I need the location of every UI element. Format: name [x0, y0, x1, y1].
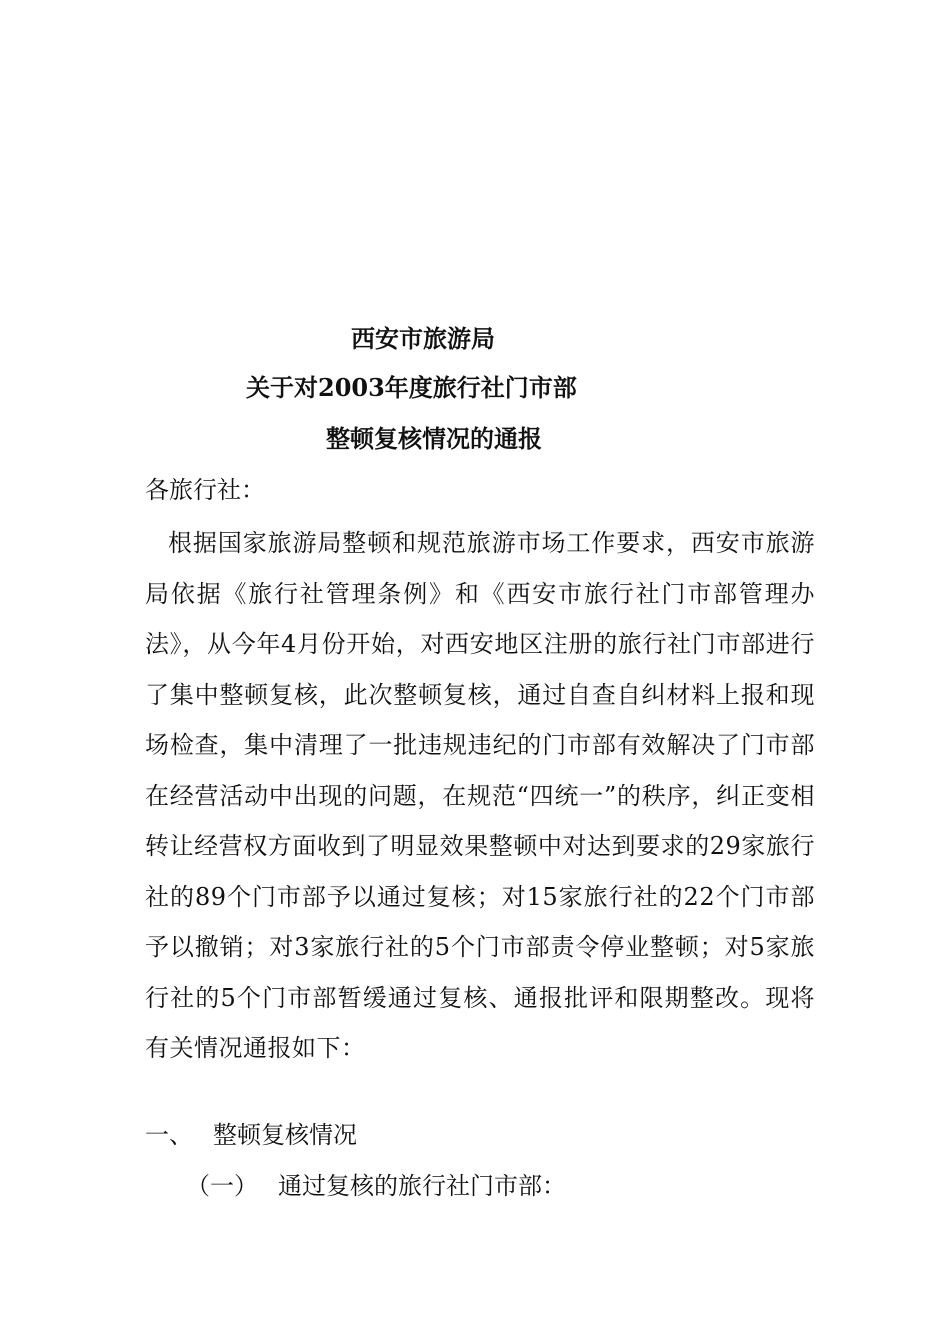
subsection-number: （一） [186, 1172, 258, 1200]
document-title-line-2: 关于对2003年度旅行社门市部 [246, 373, 577, 402]
subsection-heading-1 [186, 1169, 566, 1203]
subsection-title: 通过复核的旅行社门市部： [278, 1172, 566, 1200]
issuer-title: 西安市旅游局 [351, 324, 495, 353]
section-number: 一、 [145, 1121, 193, 1149]
section-heading-1 [145, 1118, 357, 1152]
salutation: 各旅行社： [145, 476, 265, 504]
section-title: 整顿复核情况 [213, 1121, 357, 1149]
document-title-line-3: 整顿复核情况的通报 [326, 424, 542, 453]
body-paragraph: 根据国家旅游局整顿和规范旅游市场工作要求，西安市旅游局依据《旅行社管理条例》和《西安市旅行社门市部管理办法》，从今年4月份开始，对西安地区注册的旅行社门市部进行了集中整顿复核，此次整顿复核，通过自查自纠材料上报和现场检查，集中清理了一批违规违纪的门市部有效解决了门市部在经营活动中出现的问题，在规范“四统一”的秩序，纠正变相转让经营权方面收到了明显效果整顿中对达到要求的29家旅行社的89个门市部予以通过复核；对15家旅行社的22个门市部予以撤销；对3家旅行社的5个门市部责令停业整顿；对5家旅行社的5个门市部暂缓通过复核、通报批评和限期整改。现将有关情况通报如下： [145, 529, 815, 1062]
